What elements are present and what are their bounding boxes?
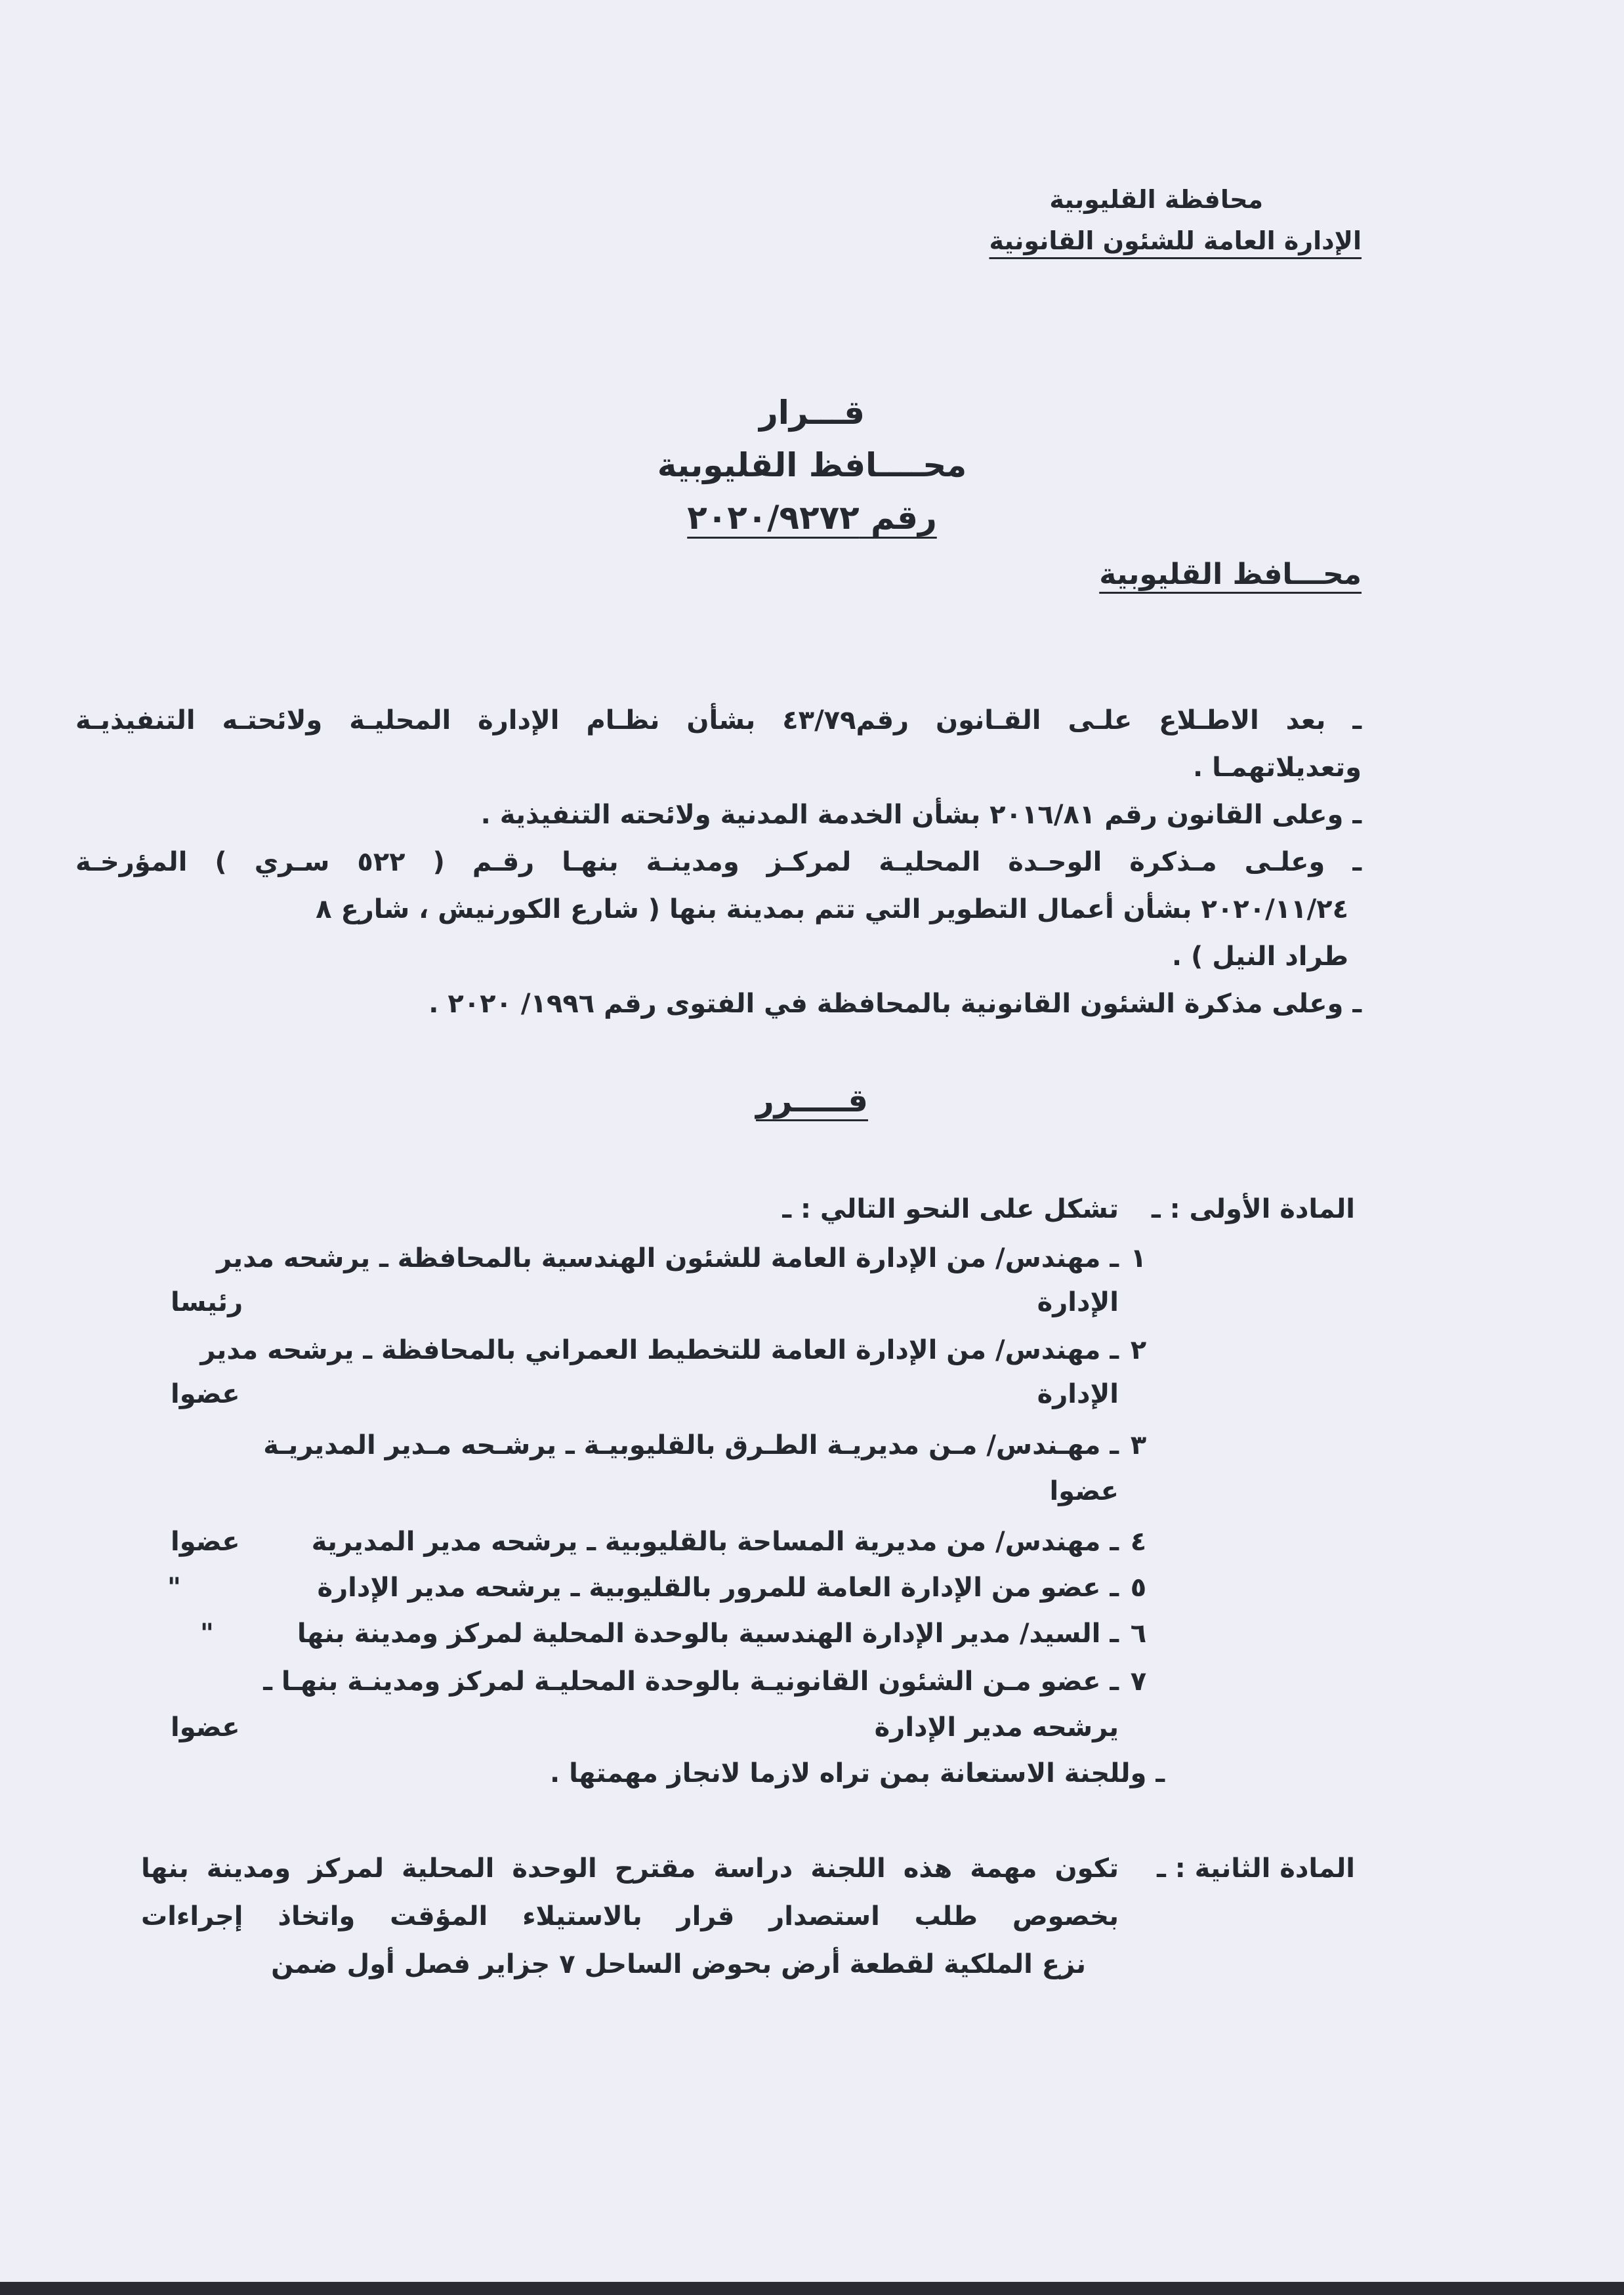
- addressee: محـــافظ القليوبية: [1099, 558, 1362, 591]
- item-role: عضوا: [171, 1379, 240, 1409]
- preamble-line: ـ وعلـى مـذكرة الوحـدة المحليـة لمركـز ومدينـة بنهـا رقـم ( ٥٢٢ سـري ) المؤرخـة: [75, 847, 1362, 877]
- item-number: ٦: [1130, 1619, 1147, 1649]
- item-continuation: الإدارة: [1037, 1379, 1119, 1409]
- scan-border: [0, 2282, 1624, 2295]
- item-number: ١: [1130, 1243, 1147, 1273]
- item-role: رئيسا: [171, 1287, 243, 1317]
- item-number: ٢: [1130, 1335, 1147, 1365]
- item-continuation: عضوا: [1049, 1476, 1119, 1506]
- item-role: عضوا: [171, 1712, 240, 1743]
- item-role: ": [200, 1619, 214, 1649]
- decree-number: رقم ٢٠٢٠/٩٢٧٢: [687, 499, 937, 537]
- item-text: ـ مهندس/ من الإدارة العامة للتخطيط العمراني بالمحافظة ـ يرشحه مدير: [200, 1335, 1119, 1365]
- article-1-intro: تشكل على النحو التالي : ـ: [782, 1194, 1119, 1224]
- preamble-line: وتعديلاتهمـا .: [1192, 753, 1362, 783]
- article-2-label: المادة الثانية : ـ: [1157, 1853, 1355, 1884]
- item-text: ـ عضو من الإدارة العامة للمرور بالقليوبية ـ يرشحه مدير الإدارة: [317, 1573, 1119, 1603]
- preamble-line: ـ بعد الاطـلاع علـى القـانون رقم٤٣/٧٩ بشأن نظـام الإدارة المحليـة ولائحتـه التنفيذيـة: [75, 705, 1362, 735]
- item-continuation: يرشحه مدير الإدارة: [874, 1712, 1119, 1743]
- article-1-label: المادة الأولى : ـ: [1152, 1194, 1355, 1224]
- item-number: ٧: [1130, 1666, 1147, 1697]
- item-text: ـ مهندس/ من مديرية المساحة بالقليوبية ـ يرشحه مدير المديرية: [311, 1527, 1119, 1557]
- item-continuation: الإدارة: [1037, 1287, 1119, 1317]
- article-2-line: نزع الملكية لقطعة أرض بحوض الساحل ٧ جزاير فصل أول ضمن: [271, 1949, 1086, 1979]
- preamble-line: طراد النيل ) .: [1171, 941, 1348, 972]
- decision-heading: قـــــرر: [756, 1083, 868, 1119]
- governorate-name: محافظة القليوبية: [1049, 185, 1263, 214]
- article-2-line: تكون مهمة هذه اللجنة دراسة مقترح الوحدة المحلية لمركز ومدينة بنها: [141, 1853, 1119, 1884]
- item-role: ": [167, 1573, 181, 1603]
- item-text: ـ مهندس/ من الإدارة العامة للشئون الهندسية بالمحافظة ـ يرشحه مدير: [217, 1243, 1119, 1273]
- article-2-line: بخصوص طلب استصدار قرار بالاستيلاء المؤقت واتخاذ إجراءات: [141, 1901, 1119, 1932]
- item-number: ٥: [1130, 1573, 1147, 1603]
- issuer-title: محــــافظ القليوبية: [657, 446, 967, 484]
- article-1-footer: ـ وللجنة الاستعانة بمن تراه لازما لانجاز مهمتها .: [549, 1758, 1165, 1788]
- item-number: ٤: [1130, 1527, 1147, 1557]
- decree-word: قـــرار: [759, 394, 865, 432]
- item-role: عضوا: [171, 1527, 240, 1557]
- item-text: ـ مهـندس/ مـن مديريـة الطـرق بالقليوبيـة ـ يرشـحه مـدير المديريـة: [263, 1430, 1119, 1460]
- item-text: ـ عضو مـن الشئون القانونيـة بالوحدة المحليـة لمركز ومدينـة بنهـا ـ: [263, 1666, 1119, 1697]
- item-text: ـ السيد/ مدير الإدارة الهندسية بالوحدة المحلية لمركز ومدينة بنها: [297, 1619, 1119, 1649]
- preamble-line: ـ وعلى مذكرة الشئون القانونية بالمحافظة في الفتوى رقم ١٩٩٦/ ٢٠٢٠ .: [428, 989, 1362, 1019]
- preamble-line: ـ وعلى القانون رقم ٢٠١٦/٨١ بشأن الخدمة المدنية ولائحته التنفيذية .: [480, 800, 1362, 830]
- preamble-line: ٢٠٢٠/١١/٢٤ بشأن أعمال التطوير التي تتم بمدينة بنها ( شارع الكورنيش ، شارع ٨: [316, 894, 1348, 924]
- department-name: الإدارة العامة للشئون القانونية: [989, 226, 1362, 255]
- item-number: ٣: [1130, 1430, 1147, 1460]
